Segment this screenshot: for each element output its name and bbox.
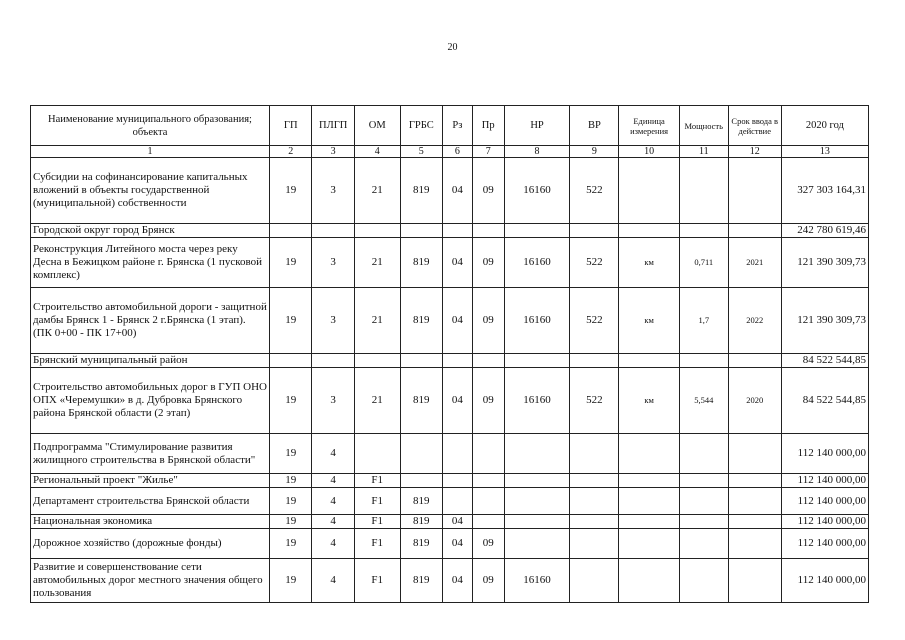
row-name: Развитие и совершенствование сети автомобильных дорог местного значения общего пользования	[31, 559, 270, 603]
row-amount: 112 140 000,00	[781, 488, 868, 515]
row-cell	[679, 474, 728, 488]
row-cell	[728, 515, 781, 529]
row-cell: 819	[400, 288, 442, 354]
row-cell: 819	[400, 529, 442, 559]
row-cell	[269, 354, 311, 368]
row-cell: 2020	[728, 368, 781, 434]
row-cell: 19	[269, 529, 311, 559]
row-cell: 04	[443, 515, 473, 529]
budget-table	[30, 105, 869, 603]
row-name: Подпрограмма "Стимулирование развития жилищного строительства в Брянской области"	[31, 434, 270, 474]
row-cell: 522	[570, 238, 619, 288]
column-number: 7	[472, 146, 504, 158]
row-cell: 16160	[504, 368, 570, 434]
row-cell	[679, 354, 728, 368]
row-cell: 19	[269, 238, 311, 288]
row-cell	[679, 224, 728, 238]
table-row	[31, 238, 869, 288]
row-amount: 121 390 309,73	[781, 288, 868, 354]
table-row	[31, 529, 869, 559]
row-cell: 0,711	[679, 238, 728, 288]
row-cell: 09	[472, 288, 504, 354]
row-cell	[570, 529, 619, 559]
row-cell: 819	[400, 559, 442, 603]
row-cell	[619, 488, 680, 515]
row-cell	[443, 488, 473, 515]
column-number: 2	[269, 146, 311, 158]
header-gp: ГП	[269, 106, 311, 146]
row-cell: 3	[312, 238, 354, 288]
row-cell: 3	[312, 158, 354, 224]
row-cell: 16160	[504, 238, 570, 288]
row-cell: 19	[269, 434, 311, 474]
row-cell	[728, 559, 781, 603]
table-row	[31, 354, 869, 368]
row-cell	[400, 354, 442, 368]
row-cell: 04	[443, 529, 473, 559]
row-cell	[504, 224, 570, 238]
row-amount: 112 140 000,00	[781, 474, 868, 488]
header-name: Наименование муниципального образования; объекта	[31, 106, 270, 146]
row-cell	[728, 354, 781, 368]
header-vr: ВР	[570, 106, 619, 146]
row-cell	[728, 488, 781, 515]
row-cell: 4	[312, 488, 354, 515]
row-cell	[679, 434, 728, 474]
row-cell: 21	[354, 288, 400, 354]
row-cell: 2021	[728, 238, 781, 288]
row-cell: 04	[443, 288, 473, 354]
row-cell	[472, 354, 504, 368]
row-cell: 4	[312, 559, 354, 603]
row-cell	[619, 529, 680, 559]
row-cell	[312, 224, 354, 238]
row-cell	[570, 515, 619, 529]
table-row	[31, 158, 869, 224]
row-name: Региональный проект "Жилье"	[31, 474, 270, 488]
header-pr: Пр	[472, 106, 504, 146]
column-number: 10	[619, 146, 680, 158]
header-rz: Рз	[443, 106, 473, 146]
row-cell: 4	[312, 515, 354, 529]
row-name: Национальная экономика	[31, 515, 270, 529]
row-cell	[679, 158, 728, 224]
row-cell: 19	[269, 559, 311, 603]
table-row	[31, 559, 869, 603]
table-row	[31, 488, 869, 515]
row-cell	[472, 474, 504, 488]
row-cell: F1	[354, 515, 400, 529]
row-cell: 819	[400, 238, 442, 288]
row-cell: 09	[472, 238, 504, 288]
row-cell: 09	[472, 158, 504, 224]
row-cell	[619, 515, 680, 529]
row-cell	[679, 529, 728, 559]
row-name: Городской округ город Брянск	[31, 224, 270, 238]
row-cell	[679, 488, 728, 515]
row-cell	[443, 354, 473, 368]
row-name: Строительство автомобильных дорог в ГУП ОНО ОПХ «Черемушки» в д. Дубровка Брянского района Брянской области (2 этап)	[31, 368, 270, 434]
row-cell: 19	[269, 288, 311, 354]
row-cell	[504, 488, 570, 515]
row-cell: 522	[570, 288, 619, 354]
row-cell	[570, 434, 619, 474]
row-cell: км	[619, 238, 680, 288]
row-name: Дорожное хозяйство (дорожные фонды)	[31, 529, 270, 559]
row-cell: 522	[570, 158, 619, 224]
row-cell	[728, 434, 781, 474]
row-cell	[570, 559, 619, 603]
header-grbs: ГРБС	[400, 106, 442, 146]
header-row	[31, 106, 869, 146]
header-plgp: ПЛГП	[312, 106, 354, 146]
row-cell	[443, 224, 473, 238]
row-cell	[472, 488, 504, 515]
row-amount: 121 390 309,73	[781, 238, 868, 288]
row-cell: F1	[354, 474, 400, 488]
column-number: 8	[504, 146, 570, 158]
row-cell: км	[619, 368, 680, 434]
row-cell: 819	[400, 515, 442, 529]
column-number-row	[31, 146, 869, 158]
row-cell	[504, 434, 570, 474]
row-cell	[619, 224, 680, 238]
row-cell: 04	[443, 368, 473, 434]
row-cell: 19	[269, 515, 311, 529]
row-cell	[400, 474, 442, 488]
row-cell: 819	[400, 368, 442, 434]
row-cell	[619, 354, 680, 368]
row-cell	[504, 354, 570, 368]
table-row	[31, 474, 869, 488]
header-om: ОМ	[354, 106, 400, 146]
table-row	[31, 288, 869, 354]
row-cell: F1	[354, 559, 400, 603]
row-amount: 327 303 164,31	[781, 158, 868, 224]
column-number: 12	[728, 146, 781, 158]
row-cell	[504, 529, 570, 559]
row-cell	[354, 224, 400, 238]
row-cell: F1	[354, 529, 400, 559]
row-cell	[619, 158, 680, 224]
table-row	[31, 224, 869, 238]
row-cell: км	[619, 288, 680, 354]
row-cell: 04	[443, 559, 473, 603]
row-cell	[504, 515, 570, 529]
row-cell: 4	[312, 474, 354, 488]
row-cell	[728, 224, 781, 238]
row-cell	[728, 158, 781, 224]
row-amount: 112 140 000,00	[781, 515, 868, 529]
row-cell: 5,544	[679, 368, 728, 434]
row-cell: 4	[312, 529, 354, 559]
row-cell	[400, 224, 442, 238]
row-cell: F1	[354, 488, 400, 515]
row-name: Брянский муниципальный район	[31, 354, 270, 368]
header-unit: Единица измерения	[619, 106, 680, 146]
row-cell: 16160	[504, 158, 570, 224]
table-row	[31, 368, 869, 434]
row-cell	[570, 224, 619, 238]
row-cell: 09	[472, 529, 504, 559]
row-cell	[679, 559, 728, 603]
row-cell: 19	[269, 474, 311, 488]
row-cell	[472, 515, 504, 529]
column-number: 6	[443, 146, 473, 158]
row-cell	[570, 474, 619, 488]
header-nr: НР	[504, 106, 570, 146]
header-capacity: Мощность	[679, 106, 728, 146]
column-number: 5	[400, 146, 442, 158]
row-cell: 09	[472, 559, 504, 603]
column-number: 3	[312, 146, 354, 158]
row-amount: 112 140 000,00	[781, 434, 868, 474]
row-cell: 16160	[504, 559, 570, 603]
row-name: Департамент строительства Брянской области	[31, 488, 270, 515]
row-cell	[728, 529, 781, 559]
row-cell: 1,7	[679, 288, 728, 354]
header-commissioning: Срок ввода в действие	[728, 106, 781, 146]
row-cell: 21	[354, 238, 400, 288]
row-cell	[619, 559, 680, 603]
row-cell	[354, 354, 400, 368]
row-cell	[472, 224, 504, 238]
column-number: 9	[570, 146, 619, 158]
row-amount: 84 522 544,85	[781, 354, 868, 368]
row-cell: 3	[312, 368, 354, 434]
row-cell	[679, 515, 728, 529]
column-number: 1	[31, 146, 270, 158]
row-cell: 21	[354, 368, 400, 434]
row-cell	[619, 434, 680, 474]
row-amount: 242 780 619,46	[781, 224, 868, 238]
row-amount: 112 140 000,00	[781, 529, 868, 559]
row-cell	[619, 474, 680, 488]
row-cell	[269, 224, 311, 238]
row-amount: 84 522 544,85	[781, 368, 868, 434]
row-cell	[354, 434, 400, 474]
row-cell	[443, 474, 473, 488]
row-cell: 2022	[728, 288, 781, 354]
row-cell	[312, 354, 354, 368]
row-cell: 21	[354, 158, 400, 224]
row-cell: 19	[269, 368, 311, 434]
row-name: Субсидии на софинансирование капитальных вложений в объекты государственной (муниципальной) собственности	[31, 158, 270, 224]
page-number: 20	[447, 42, 458, 53]
row-cell: 04	[443, 238, 473, 288]
row-cell: 819	[400, 158, 442, 224]
row-cell	[728, 474, 781, 488]
row-cell	[504, 474, 570, 488]
row-cell: 522	[570, 368, 619, 434]
header-year-2020: 2020 год	[781, 106, 868, 146]
row-cell	[443, 434, 473, 474]
row-cell: 4	[312, 434, 354, 474]
row-amount: 112 140 000,00	[781, 559, 868, 603]
row-cell: 3	[312, 288, 354, 354]
row-cell: 09	[472, 368, 504, 434]
row-cell	[400, 434, 442, 474]
column-number: 11	[679, 146, 728, 158]
row-cell: 819	[400, 488, 442, 515]
row-cell	[570, 488, 619, 515]
column-number: 13	[781, 146, 868, 158]
row-cell: 19	[269, 488, 311, 515]
table-row	[31, 434, 869, 474]
row-name: Строительство автомобильной дороги - защитной дамбы Брянск 1 - Брянск 2 г.Брянска (1 этап). (ПК 0+00 - ПК 17+00)	[31, 288, 270, 354]
row-cell: 04	[443, 158, 473, 224]
row-name: Реконструкция Литейного моста через реку Десна в Бежицком районе г. Брянска (1 пусковой комплекс)	[31, 238, 270, 288]
row-cell: 19	[269, 158, 311, 224]
table-row	[31, 515, 869, 529]
column-number: 4	[354, 146, 400, 158]
row-cell	[472, 434, 504, 474]
row-cell	[570, 354, 619, 368]
row-cell: 16160	[504, 288, 570, 354]
